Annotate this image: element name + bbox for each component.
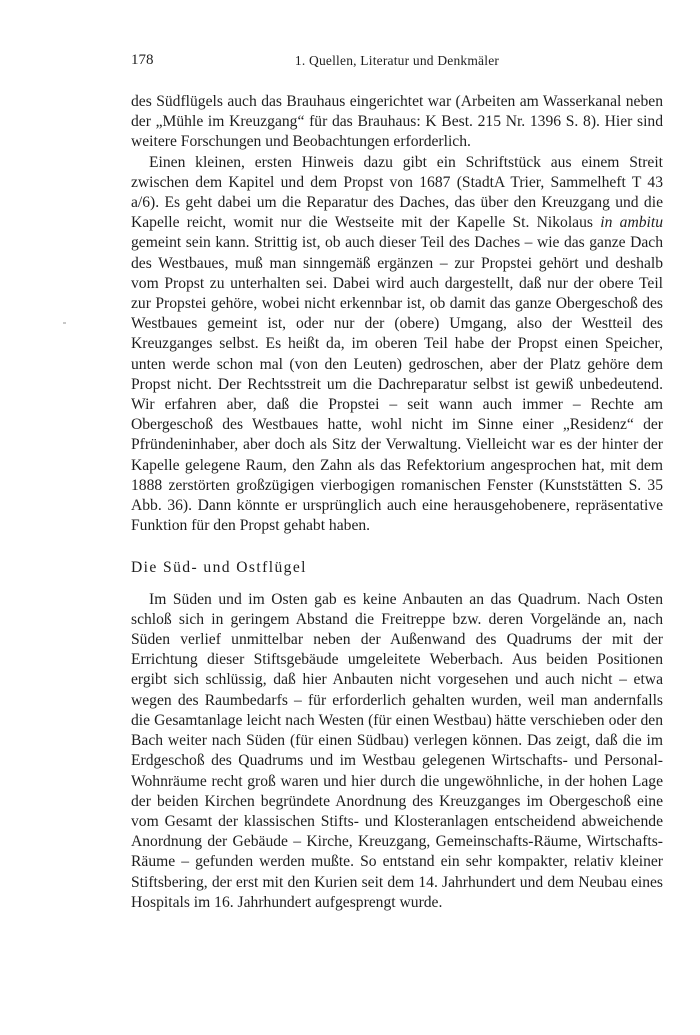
running-title: 1. Quellen, Literatur und Denkmäler <box>294 53 500 68</box>
body-text <box>131 92 663 913</box>
margin-mark <box>63 322 66 324</box>
paragraph-propstei <box>131 153 663 537</box>
italic-in-ambitu: in ambitu <box>600 214 663 232</box>
page-number: 178 <box>131 52 154 68</box>
running-header <box>131 52 663 74</box>
paragraph-sued-ost: Im Süden und im Osten gab es keine Anbauten an das Quadrum. Nach Osten schloß sich in geringem Abstand die Freitreppe bzw. deren Vorgelände an, nach Süden verlief unmittelbar neben der Außenwand des Quadrums der mit der Errichtung dieser Stiftsgebäude umgeleitete Weberbach. Aus beiden Positionen ergibt sich schlüssig, daß hier Anbauten nicht vorgesehen und auch nicht – etwa wegen des Raumbedarfs – für erforderlich gehalten wurden, weil man andernfalls die Gesamtanlage leicht nach Westen (für einen Westbau) hätte verschieben oder den Bach weiter nach Süden (für einen Südbau) verlegen können. Das zeigt, daß die im Erdgeschoß des Quadrums und im Westbau gelegenen Wirtschafts- und Personal-Wohnräume recht groß waren und hier durch die ungewöhnliche, in der hohen Lage der beiden Kirchen begründete Anordnung des Kreuzganges im Obergeschoß eine vom Gesamt der klassischen Stifts- und Klosteranlagen entscheidend abweichende Anordnung der Gebäude – Kirche, Kreuzgang, Gemeinschafts-Räume, Wirtschafts-Räume – gefunden werden mußte. So entstand ein sehr kompakter, relativ kleiner Stiftsbering, der erst mit den Kurien seit dem 14. Jahrhundert und dem Neubau eines Hospitals im 16. Jahrhundert aufgesprengt wurde. <box>131 590 663 911</box>
section-heading: Die Süd- und Ostflügel <box>131 559 307 577</box>
paragraph-propstei-text-b: gemeint sein kann. Strittig ist, ob auch dieser Teil des Daches – wie das ganze Dach des Westbaues, muß man sinngemäß ergänzen – zur Propstei gehört und deshalb vom Propst zu unterhalten sei. Dabei wird auch dargestellt, daß nur der obere Teil zur Propstei gehöre, wobei nicht erkennbar ist, ob damit das ganze Obergeschoß des Westbaues gemeint ist, oder nur der (obere) Umgang, also der Westteil des Kreuzganges selbst. Es heißt da, im oberen Teil habe der Propst einen Speicher, unten werde schon mal (von den Leuten) gedroschen, aber der Platz gehöre dem Propst nicht. Der Rechtsstreit um die Dachreparatur selbst ist gewiß unbedeutend. Wir erfahren aber, daß die Propstei – seit wann auch immer – Rechte am Obergeschoß des Westbaues hatte, wohl nicht im Sinne einer „Residenz“ der Pfründeninhaber, aber doch als Sitz der Verwaltung. Vielleicht war es der hinter der Kapelle gelegene Raum, den Zahn als das Refektorium angesprochen hat, mit dem 1888 zerstörten großzügigen vierbogigen romanischen Fenster (Kunststätten S. 35 Abb. 36). Dann könnte er ursprünglich auch eine herausgehobenere, repräsentative Funktion für den Propst gehabt haben. <box>131 234 663 535</box>
paragraph-propstei-text-a: Einen kleinen, ersten Hinweis dazu gibt ein Schriftstück aus einem Streit zwischen dem Kapitel und dem Propst von 1687 (StadtA Trier, Sammelheft T 43 a/6). Es geht dabei um die Reparatur des Daches, das über den Kreuzgang und die Kapelle reicht, womit nur die Westseite mit der Kapelle St. Nikolaus <box>131 153 663 232</box>
paragraph-brauhaus: des Südflügels auch das Brauhaus eingerichtet war (Arbeiten am Wasserkanal neben der „Mühle im Kreuzgang“ für das Brauhaus: K Best. 215 Nr. 1396 S. 8). Hier sind weitere Forschungen und Beobachtungen erforderlich. <box>131 93 663 151</box>
